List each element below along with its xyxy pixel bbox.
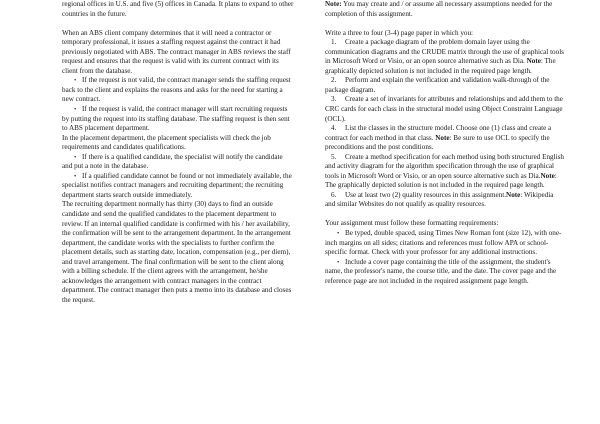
note-label: Note — [435, 133, 450, 142]
paragraph — [325, 0, 565, 19]
item-text: List the classes in the structure model. Choose one (1) class and create a contract for each method in that class. — [325, 124, 552, 142]
paragraph — [325, 29, 565, 39]
item-text: If the request is valid, the contract manager will start recruiting requests by putting the request into its staffing database. The staffing request is then sent to ABS placement department. — [62, 104, 290, 133]
item-text: Perform and explain the verification and validation walk-through of the package diagram. — [325, 76, 550, 94]
bullet-item — [325, 229, 565, 258]
numbered-item — [325, 153, 565, 191]
item-text: Create a set of invariants for attributes and relationships and add them to the CRC cards for each class in the structural model using Object Constraint Language (OCL). — [325, 95, 563, 123]
bullet-item — [62, 153, 294, 172]
numbered-item — [325, 191, 565, 210]
item-text: If a qualified candidate cannot be found or not immediately available, the specialist notifies contract managers and recruiting department; the recruiting department starts search outside immediately. — [62, 171, 292, 199]
item-text: Create a package diagram of the problem domain layer using the communication diagrams and the CRUDE matrix through the use of graphical tools in Microsoft Word or Visio, or an open source alternative such as Dia. — [325, 38, 564, 66]
item-text: Use at least two (2) quality resources in this assignment. — [345, 190, 507, 199]
paragraph-text: You may create and / or assume all necessary assumptions needed for the completion of this assignment. — [325, 0, 553, 18]
numbered-item — [325, 76, 565, 95]
right-column — [325, 0, 565, 286]
item-number: 2. — [331, 76, 337, 85]
item-text: Include a cover page containing the title of the assignment, the student's name, the professor's name, the course title, and the date. The cover page and the reference page are not included in the required assignment page length. — [325, 257, 557, 285]
item-number: 3. — [331, 95, 337, 104]
item-text: The recruiting department normally has thirty (30) days to find an outside candidate and send the qualified candidates to the placement department to review. If an internal qualified candidate is confirmed with his / her availability, the confirmation will be sent to the arrangement department. In the arrangement department, the candidate works with the specialists to further confirm the placement details, such as starting date, location, compensation (e.g., per diem), and travel arrangement. The final confirmation will be sent to the client along with a billing schedule. If the client agrees with the arrangement, he/she acknowledges the arrangement with contract managers in the contract department. The contract manager then puts a memo into its database and closes the request. — [62, 200, 292, 304]
item-text: If the request is not valid, the contract manager sends the staffing request back to the client and explains the reasons and asks for the need for starting a new contract. — [62, 76, 291, 104]
paragraph — [325, 219, 565, 229]
paragraph — [62, 29, 294, 77]
numbered-item — [325, 95, 565, 124]
note-label: Note — [506, 190, 521, 199]
item-text: Create a method specification for each method using both structured English and activity diagram for the algorithm specification through the use of graphical tools in Microsoft Word or Visio, or an open source alternative such as Dia. — [325, 152, 564, 180]
note-label: Note: — [325, 0, 342, 8]
paragraph-gap — [325, 210, 565, 220]
item-text: If there is a qualified candidate, the specialist will notify the candidate and put a note in the database. — [62, 152, 283, 171]
note-text: : The graphically depicted solution is not included in the required page length. — [325, 57, 556, 75]
paragraph — [62, 0, 294, 19]
note-text: : Be sure to use OCL to specify the preconditions and the post conditions. — [325, 133, 550, 152]
item-number: 6. — [331, 190, 337, 199]
item-text: Your assignment must follow these formatting requirements: — [325, 219, 499, 228]
paragraph-gap — [325, 19, 565, 29]
bullet-item — [325, 258, 565, 287]
item-number: 5. — [331, 152, 337, 161]
bullet-item — [62, 76, 294, 105]
item-number: 4. — [331, 124, 337, 133]
item-text: Be typed, double spaced, using Times New Roman font (size 12), with one-inch margins on all sides; citations and references must follow APA or school-specific format. Check with your professor for any additional instructions. — [325, 229, 562, 257]
item-text: In the placement department, the placement specialists will check the job requirements and candidates qualifications. — [62, 133, 271, 152]
bullet-item — [62, 105, 294, 134]
note-text: : The graphically depicted solution is not included in the required page length. — [325, 171, 557, 190]
paragraph — [62, 134, 294, 153]
note-label: Note — [540, 171, 555, 180]
item-text: When an ABS client company determines that it will need a contractor or temporary professional, it issues a staffing request against the contract it had previously negotiated with ABS. The contract manager in ABS reviews the staff request and ensures that the request is valid with its current contract with its client from the database. — [62, 28, 291, 75]
left-column — [62, 0, 294, 305]
bullet-item — [62, 172, 294, 201]
paragraph — [62, 200, 294, 305]
numbered-item — [325, 38, 565, 76]
numbered-item — [325, 124, 565, 153]
note-label: Note — [526, 57, 541, 66]
note-text: : Wikipedia and similar Websites do not qualify as quality resources. — [325, 190, 554, 209]
paragraph-gap — [62, 19, 294, 29]
item-text: regional offices in U.S. and five (5) offices in Canada. It plans to expand to other countries in the future. — [62, 0, 294, 18]
item-text: Write a three to four (3-4) page paper in which you: — [325, 28, 474, 37]
item-number: 1. — [331, 38, 337, 47]
